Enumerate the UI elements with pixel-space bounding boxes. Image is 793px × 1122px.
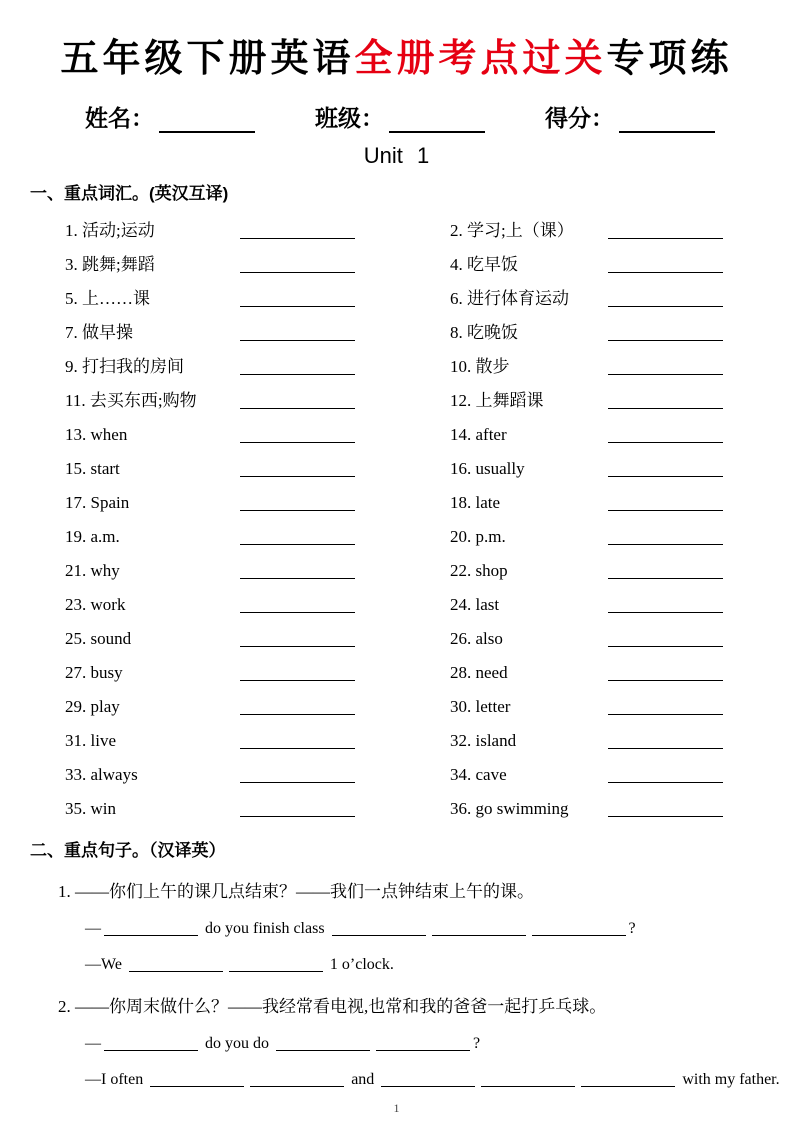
name-field: [85, 100, 255, 133]
vocab-term: 16. usually: [450, 458, 525, 478]
vocab-item: [65, 720, 450, 754]
answer-blank[interactable]: [240, 337, 355, 341]
answer-blank[interactable]: [240, 677, 355, 681]
sentence-fill-line: [30, 1035, 763, 1053]
vocab-term: 18. late: [450, 492, 501, 512]
title-part-left: 五年级下册英语: [60, 38, 355, 80]
vocab-item: [65, 482, 450, 516]
vocab-item: [65, 414, 450, 448]
vocab-term: 33. always: [65, 764, 138, 784]
answer-blank[interactable]: [240, 507, 355, 511]
vocab-item: [450, 448, 763, 482]
score-label: 得分：: [545, 105, 614, 131]
answer-blank[interactable]: [240, 711, 355, 715]
vocab-term: 30. letter: [450, 696, 511, 716]
answer-blank[interactable]: [608, 779, 723, 783]
section2-heading: 二、重点句子。（汉译英）: [30, 840, 226, 860]
answer-blank[interactable]: [240, 643, 355, 647]
vocab-item: [65, 754, 450, 788]
sentence-text: ?: [628, 919, 636, 937]
answer-blank[interactable]: [581, 1074, 675, 1087]
vocab-term: 8. 吃晚饭: [450, 322, 518, 342]
class-blank[interactable]: [389, 111, 485, 133]
vocab-item: [450, 788, 763, 822]
answer-blank[interactable]: [276, 1038, 370, 1051]
vocab-term: 34. cave: [450, 764, 507, 784]
answer-blank[interactable]: [104, 923, 198, 936]
sentence-list: [30, 877, 780, 1089]
vocab-item: [450, 380, 763, 414]
vocab-grid: [65, 210, 763, 822]
answer-blank[interactable]: [376, 1038, 470, 1051]
vocab-term: 17. Spain: [65, 492, 130, 512]
answer-blank[interactable]: [608, 473, 723, 477]
vocab-term: 13. when: [65, 424, 128, 444]
answer-blank[interactable]: [608, 575, 723, 579]
vocab-item: [450, 584, 763, 618]
vocab-item: [65, 346, 450, 380]
sentence-prompt: 1. ——你们上午的课几点结束？——我们一点钟结束上午的课。: [58, 881, 534, 901]
answer-blank[interactable]: [608, 711, 723, 715]
answer-blank[interactable]: [240, 371, 355, 375]
answer-blank[interactable]: [608, 609, 723, 613]
vocab-term: 6. 进行体育运动: [450, 288, 569, 308]
vocab-term: 31. live: [65, 730, 116, 750]
sentence-prompt: 2. ——你周末做什么？——我经常看电视,也常和我的爸爸一起打乒乓球。: [58, 996, 607, 1016]
score-blank[interactable]: [619, 111, 715, 133]
answer-blank[interactable]: [240, 439, 355, 443]
class-label: 班级：: [315, 105, 384, 131]
answer-blank[interactable]: [240, 541, 355, 545]
student-info-row: [30, 100, 763, 133]
answer-blank[interactable]: [608, 235, 723, 239]
answer-blank[interactable]: [608, 269, 723, 273]
vocab-term: 22. shop: [450, 560, 508, 580]
answer-blank[interactable]: [608, 371, 723, 375]
sentence-text: —I often: [85, 1070, 148, 1088]
vocab-term: 20. p.m.: [450, 526, 506, 546]
vocab-term: 5. 上……课: [65, 288, 150, 308]
vocab-item: [65, 686, 450, 720]
sentence-text: with my father.: [678, 1070, 780, 1088]
vocab-term: 35. win: [65, 798, 116, 818]
vocab-item: [65, 380, 450, 414]
answer-blank[interactable]: [240, 575, 355, 579]
title-part-highlight: 全册考点过关: [354, 38, 607, 80]
vocab-term: 23. work: [65, 594, 126, 614]
vocab-term: 3. 跳舞;舞蹈: [65, 254, 155, 274]
answer-blank[interactable]: [240, 745, 355, 749]
vocab-term: 4. 吃早饭: [450, 254, 518, 274]
vocab-item: [450, 244, 763, 278]
vocab-term: 24. last: [450, 594, 500, 614]
answer-blank[interactable]: [532, 923, 626, 936]
unit-title: Unit 1: [363, 142, 430, 168]
vocab-item: [65, 516, 450, 550]
sentence-text: do you do: [201, 1034, 273, 1052]
vocab-item: [65, 652, 450, 686]
section1-heading: 一、重点词汇。(英汉互译): [30, 183, 229, 203]
vocab-term: 19. a.m.: [65, 526, 120, 546]
answer-blank[interactable]: [608, 677, 723, 681]
answer-blank[interactable]: [240, 813, 355, 817]
score-field: [545, 100, 715, 133]
vocab-term: 12. 上舞蹈课: [450, 390, 544, 410]
vocab-item: [65, 244, 450, 278]
vocab-term: 36. go swimming: [450, 798, 569, 818]
page-title: [30, 38, 763, 82]
answer-blank[interactable]: [608, 541, 723, 545]
vocab-item: [450, 312, 763, 346]
title-part-right: 专项练: [606, 38, 733, 80]
vocab-item: [450, 346, 763, 380]
sentence-text: —We: [85, 955, 126, 973]
vocab-term: 9. 打扫我的房间: [65, 356, 184, 376]
answer-blank[interactable]: [608, 337, 723, 341]
vocab-item: [450, 720, 763, 754]
answer-blank[interactable]: [229, 959, 323, 972]
vocab-item: [65, 210, 450, 244]
vocab-item: [450, 618, 763, 652]
sentence-text: and: [347, 1070, 379, 1088]
vocab-item: [450, 550, 763, 584]
vocab-term: 27. busy: [65, 662, 123, 682]
sentence-fill-line: [30, 956, 763, 974]
vocab-item: [65, 788, 450, 822]
vocab-item: [65, 448, 450, 482]
sentence-text: 1 o’clock.: [325, 955, 394, 973]
answer-blank[interactable]: [608, 303, 723, 307]
vocab-item: [65, 618, 450, 652]
vocab-term: 10. 散步: [450, 356, 510, 376]
class-field: [315, 100, 485, 133]
vocab-item: [65, 312, 450, 346]
sentence-text: do you finish class: [201, 919, 329, 937]
sentence-fill-line: [30, 920, 763, 938]
vocab-term: 25. sound: [65, 628, 132, 648]
answer-blank[interactable]: [250, 1074, 344, 1087]
answer-blank[interactable]: [104, 1038, 198, 1051]
vocab-item: [450, 414, 763, 448]
vocab-item: [65, 550, 450, 584]
answer-blank[interactable]: [608, 813, 723, 817]
answer-blank[interactable]: [608, 507, 723, 511]
answer-blank[interactable]: [240, 269, 355, 273]
vocab-term: 26. also: [450, 628, 503, 648]
answer-blank[interactable]: [608, 643, 723, 647]
answer-blank[interactable]: [240, 473, 355, 477]
answer-blank[interactable]: [240, 303, 355, 307]
answer-blank[interactable]: [332, 923, 426, 936]
answer-blank[interactable]: [608, 745, 723, 749]
vocab-term: 32. island: [450, 730, 517, 750]
answer-blank[interactable]: [481, 1074, 575, 1087]
vocab-term: 14. after: [450, 424, 507, 444]
answer-blank[interactable]: [432, 923, 526, 936]
vocab-term: 11. 去买东西;购物: [65, 390, 197, 410]
answer-blank[interactable]: [150, 1074, 244, 1087]
name-blank[interactable]: [159, 111, 255, 133]
vocab-term: 21. why: [65, 560, 120, 580]
answer-blank[interactable]: [240, 235, 355, 239]
vocab-item: [65, 584, 450, 618]
sentence-text: —: [85, 919, 101, 937]
vocab-term: 29. play: [65, 696, 120, 716]
answer-blank[interactable]: [240, 779, 355, 783]
vocab-item: [450, 686, 763, 720]
vocab-item: [450, 210, 763, 244]
vocab-term: 2. 学习;上（课）: [450, 220, 574, 240]
name-label: 姓名：: [85, 105, 154, 131]
vocab-item: [450, 754, 763, 788]
vocab-item: [450, 516, 763, 550]
answer-blank[interactable]: [381, 1074, 475, 1087]
vocab-term: 15. start: [65, 458, 120, 478]
vocab-term: 1. 活动;运动: [65, 220, 155, 240]
vocab-item: [450, 652, 763, 686]
answer-blank[interactable]: [129, 959, 223, 972]
vocab-term: 28. need: [450, 662, 508, 682]
vocab-item: [450, 278, 763, 312]
sentence-text: —: [85, 1034, 101, 1052]
sentence-fill-line: [30, 1070, 780, 1089]
answer-blank[interactable]: [608, 439, 723, 443]
vocab-item: [65, 278, 450, 312]
answer-blank[interactable]: [240, 405, 355, 409]
sentence-text: ?: [473, 1034, 481, 1052]
vocab-term: 7. 做早操: [65, 322, 133, 342]
answer-blank[interactable]: [240, 609, 355, 613]
answer-blank[interactable]: [608, 405, 723, 409]
page-number: 1: [393, 1101, 400, 1115]
vocab-item: [450, 482, 763, 516]
